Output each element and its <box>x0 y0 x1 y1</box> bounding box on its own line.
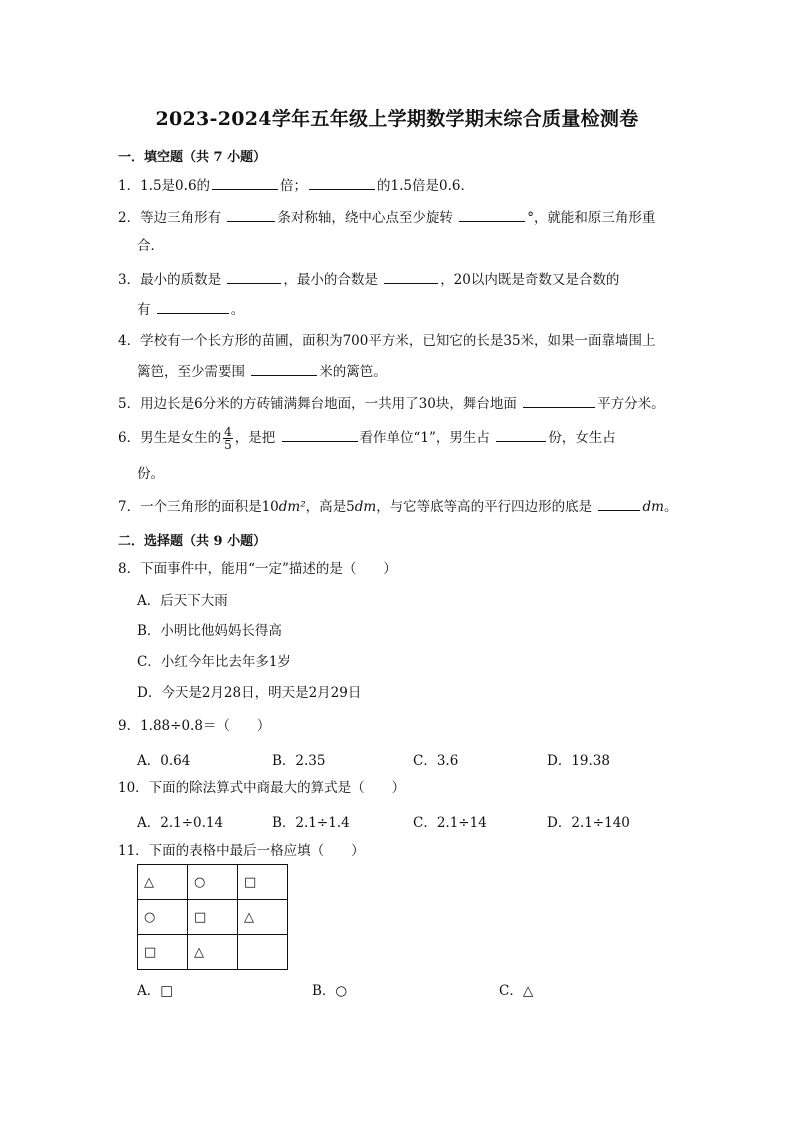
question-11: 11．下面的表格中最后一格应填（ ） <box>118 843 365 859</box>
grid-cell: ○ <box>138 900 188 935</box>
grid-cell: △ <box>238 900 288 935</box>
option-a[interactable]: A．□ <box>137 983 174 999</box>
answer-blank[interactable] <box>384 269 438 284</box>
table-row <box>138 900 288 935</box>
grid-cell: ○ <box>188 865 238 900</box>
question-4-cont <box>137 361 387 382</box>
answer-blank[interactable] <box>523 393 595 408</box>
shape-grid <box>137 864 288 970</box>
fraction <box>223 426 233 451</box>
fraction-denominator: 5 <box>224 438 232 452</box>
fraction-numerator: 4 <box>224 425 232 439</box>
q7-text-b: ，高是5 <box>305 499 355 515</box>
q5-text-a: 5．用边长是6分米的方砖铺满舞台地面，一共用了30块，舞台地面 <box>118 396 517 412</box>
q2-text-c: °，就能和原三角形重 <box>527 210 656 226</box>
q6-text-c: 看作单位“1”，男生占 <box>359 430 490 446</box>
page-title: 2023-2024学年五年级上学期数学期末综合质量检测卷 <box>155 108 639 130</box>
question-7 <box>118 496 677 517</box>
question-3-cont <box>137 299 244 320</box>
q1-text-b: 倍； <box>280 178 308 194</box>
grid-cell: □ <box>138 935 188 970</box>
q2-text-b: 条对称轴，绕中心点至少旋转 <box>277 210 453 226</box>
question-6 <box>118 426 616 451</box>
question-4: 4．学校有一个长方形的苗圃，面积为700平方米，已知它的长是35米，如果一面靠墙围上 <box>118 333 656 349</box>
grid-cell: □ <box>238 865 288 900</box>
q6-text-d: 份，女生占 <box>548 430 616 446</box>
question-2-cont: 合． <box>137 238 164 254</box>
q7-text-d: 。 <box>663 499 678 515</box>
section-fill-in-title: 一．填空题（共 7 小题） <box>118 150 267 165</box>
option-b[interactable]: B．2.35 <box>272 753 326 769</box>
answer-blank[interactable] <box>309 175 375 190</box>
option-c[interactable]: C．3.6 <box>413 753 459 769</box>
q7-text-a: 7．一个三角形的面积是10 <box>118 499 279 515</box>
option-b[interactable]: B．小明比他妈妈长得高 <box>137 623 282 639</box>
q3-text-a: 3．最小的质数是 <box>118 272 222 288</box>
option-a[interactable]: A．0.64 <box>137 753 191 769</box>
q2-text-a: 2．等边三角形有 <box>118 210 222 226</box>
q5-text-b: 平方分米。 <box>597 396 665 412</box>
q3-text-c: ，20以内既是奇数又是合数的 <box>440 272 620 288</box>
q3-text-b: ，最小的合数是 <box>283 272 378 288</box>
answer-blank[interactable] <box>282 427 358 442</box>
option-c[interactable]: C．小红今年比去年多1岁 <box>137 654 291 670</box>
table-row <box>138 865 288 900</box>
q3-text-d: 有 <box>137 302 151 318</box>
grid-cell: △ <box>138 865 188 900</box>
q3-text-e: 。 <box>230 302 245 318</box>
answer-blank[interactable] <box>251 361 317 376</box>
option-a[interactable]: A．后天下大雨 <box>137 593 228 609</box>
grid-cell: □ <box>188 900 238 935</box>
q7-text-c: ，与它等底等高的平行四边形的底是 <box>376 499 593 515</box>
question-5 <box>118 393 665 414</box>
option-d[interactable]: D．19.38 <box>547 753 610 769</box>
unit-dm: dm <box>354 499 377 515</box>
option-c[interactable]: C．2.1÷14 <box>413 815 487 831</box>
option-b[interactable]: B．2.1÷1.4 <box>272 815 350 831</box>
answer-blank[interactable] <box>227 269 281 284</box>
option-b[interactable]: B．○ <box>312 983 348 999</box>
table-row <box>138 935 288 970</box>
q1-text-c: 的1.5倍是0.6． <box>377 178 474 194</box>
unit-dm: dm <box>642 499 664 515</box>
question-10: 10．下面的除法算式中商最大的算式是（ ） <box>118 780 406 796</box>
option-d[interactable]: D．今天是2月28日，明天是2月29日 <box>137 685 362 701</box>
answer-blank[interactable] <box>459 207 525 222</box>
answer-blank[interactable] <box>157 299 229 314</box>
option-c[interactable]: C．△ <box>499 983 534 999</box>
q1-text-a: 1．1.5是0.6的 <box>118 178 211 194</box>
question-6-cont: 份。 <box>137 466 164 482</box>
q6-text-b: ，是把 <box>234 430 276 446</box>
option-d[interactable]: D．2.1÷140 <box>547 815 630 831</box>
section-choice-title: 二．选择题（共 9 小题） <box>118 534 267 549</box>
answer-blank[interactable] <box>212 175 278 190</box>
answer-blank[interactable] <box>496 427 546 442</box>
q4-text-c: 米的篱笆。 <box>319 364 387 380</box>
answer-blank[interactable] <box>227 207 275 222</box>
question-8: 8．下面事件中，能用“一定”描述的是（ ） <box>118 561 397 577</box>
q6-text-a: 6．男生是女生的 <box>118 430 222 446</box>
question-3 <box>118 269 619 290</box>
question-1 <box>118 175 474 196</box>
answer-blank[interactable] <box>598 496 640 511</box>
option-a[interactable]: A．2.1÷0.14 <box>137 815 224 831</box>
grid-cell: △ <box>188 935 238 970</box>
question-9: 9．1.88÷0.8＝（ ） <box>118 718 271 734</box>
q4-text-b: 篱笆，至少需要围 <box>137 364 245 380</box>
unit-dm2: dm² <box>278 499 306 515</box>
grid-cell-empty[interactable] <box>238 935 288 970</box>
question-2 <box>118 207 655 228</box>
